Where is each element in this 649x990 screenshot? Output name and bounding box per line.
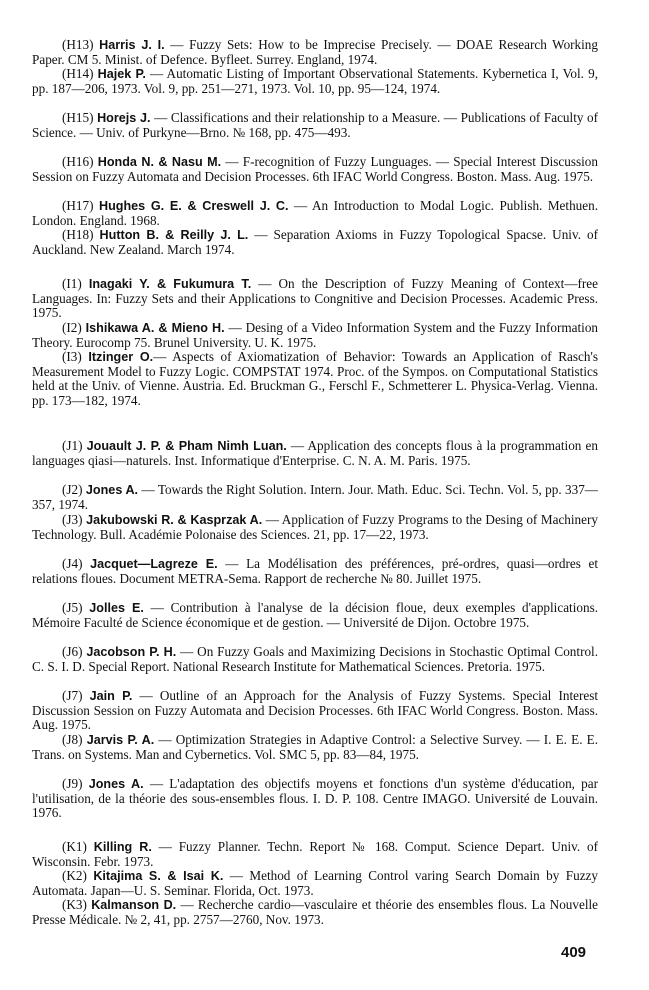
reference-key: (H17) [62,198,94,213]
reference-author: Jones A. [85,483,139,497]
reference-key: (H15) [62,110,94,125]
reference-entry [32,869,598,898]
reference-entry [32,67,598,96]
reference-entry [32,513,598,542]
reference-key: (J7) [62,688,83,703]
reference-key: (J9) [62,776,83,791]
reference-text: — Desing of a Video Information System and the Fuzzy Information Theory. Eurocomp 75. Brunel University. U. K. 1975. [32,320,599,350]
reference-text: — L'adaptation des objectifs moyens et fonctions d'un système d'éducation, par l'utilisation, de la théorie des sous-ensembles flous. I. D. P. 108. Centre IMAGO. Université de Louvain. 1976. [32,776,599,821]
reference-text: — Recherche cardio—vasculaire et théorie des ensembles flous. La Nouvelle Presse Médicale. № 2, 41, pp. 2757—2760, Nov. 1973. [32,897,599,927]
reference-text: — On Fuzzy Goals and Maximizing Decisions in Stochastic Optimal Control. C. S. I. D. Special Report. National Research Institute for Mathematical Sciences. Pretoria. 1975. [32,644,599,674]
reference-key: (K3) [62,897,87,912]
reference-entry [32,689,598,733]
reference-author: Ishikawa A. & Mieno H. [85,321,225,335]
reference-text: — F-recognition of Fuzzy Lunguages. — Special Interest Discussion Session on Fuzzy Automata and Decision Processes. 6th IFAC World Congress. Boston. Mass. Aug. 1975. [32,154,598,184]
reference-key: (H14) [62,66,94,81]
reference-entry [32,601,598,630]
reference-text: — Classifications and their relationship to a Measure. — Publications of Faculty of Science. — Univ. of Purkyne—Brno. № 168, pp. 475—493. [32,110,599,140]
reference-key: (J6) [62,644,83,659]
reference-entry [32,350,598,408]
reference-key: (J4) [62,556,83,571]
reference-key: (I2) [62,320,82,335]
reference-key: (I1) [62,276,82,291]
reference-text: — Aspects of Axiomatization of Behavior: Towards an Application of Rasch's Measurement Model to Fuzzy Logic. COMPSTAT 1974. Proc. of the Sympos. on Computational Statistics held at the Univ. of Vienne. Austria. Ed. Bruckman G., Ferschl F., Schmetterer L. Physica-Verlag. Vienna. pp. 173—182, 1974. [32,349,598,408]
reference-author: Horejs J. [97,111,151,125]
reference-author: Killing R. [93,840,152,854]
reference-author: Hughes G. E. & Creswell J. C. [99,199,289,213]
reference-entry [32,439,598,468]
reference-entry [32,777,598,821]
reference-text: — Automatic Listing of Important Observational Statements. Kybernetica I, Vol. 9, pp. 187—206, 1973. Vol. 9, pp. 251—271, 1973. Vol. 10, pp. 95—124, 1974. [32,66,598,96]
reference-key: (H13) [62,37,94,52]
reference-author: Jolles E. [89,601,144,615]
reference-entry [32,38,598,67]
reference-text: — Optimization Strategies in Adaptive Control: a Selective Survey. — I. E. E. E. Trans. on Systems. Man and Cybernetics. Vol. SMC 5, pp. 83—84, 1975. [32,732,599,762]
reference-author: Jarvis P. A. [86,733,155,747]
reference-author: Jacobson P. H. [86,645,177,659]
reference-key: (J1) [62,438,83,453]
reference-text: — On the Description of Fuzzy Meaning of Context—free Languages. In: Fuzzy Sets and their Applications to Congnitive and Decision Processes. Academic Press. 1975. [32,276,598,321]
reference-author: Jones A. [88,777,144,791]
reference-text: — La Modélisation des préférences, pré-ordres, quasi—ordres et relations floues. Document METRA-Sema. Rapport de recherche № 80. Juillet 1975. [32,556,599,586]
reference-entry [32,199,598,228]
reference-author: Hutton B. & Reilly J. L. [99,228,249,242]
reference-author: Jacquet—Lagreze E. [90,557,218,571]
reference-entry [32,557,598,586]
page-number: 409 [561,944,587,961]
reference-text: — Application of Fuzzy Programs to the Desing of Machinery Technology. Bull. Académie Polonaise des Sciences. 21, pp. 17—22, 1973. [32,512,598,542]
reference-author: Kitajima S. & Isai K. [93,869,224,883]
reference-author: Jouault J. P. & Pham Nimh Luan. [86,439,287,453]
reference-author: Jain P. [89,689,133,703]
reference-entry [32,111,598,140]
reference-text: — Fuzzy Sets: How to be Imprecise Precisely. — DOAE Research Working Paper. CM 5. Minist. of Defence. Byfleet. Surrey. England, 1974. [32,37,598,67]
reference-key: (H16) [62,154,94,169]
reference-entry [32,483,598,512]
reference-entry [32,228,598,257]
reference-entry [32,277,598,321]
reference-text: — Outline of an Approach for the Analysis of Fuzzy Systems. Special Interest Discussion Session on Fuzzy Automata and Decision Processes. 6th IFAC World Congress. Boston. Mass. Aug. 1975. [32,688,598,733]
reference-author: Hajek P. [97,67,146,81]
reference-text: — Separation Axioms in Fuzzy Topological Spacse. Univ. of Auckland. New Zealand. March 1974. [32,227,599,257]
reference-author: Inagaki Y. & Fukumura T. [88,277,252,291]
reference-text: — Fuzzy Planner. Techn. Report № 168. Comput. Science Depart. Univ. of Wisconsin. Febr. 1973. [32,839,598,869]
reference-text: — Application des concepts flous à la programmation en languages qiasi—naturels. Inst. Informatique d'Enterprise. C. N. A. M. Paris. 1975. [32,438,598,468]
reference-text: — An Introduction to Modal Logic. Publish. Methuen. London. England. 1968. [32,198,599,228]
reference-entry [32,155,598,184]
reference-author: Harris J. I. [99,38,165,52]
reference-entry [32,645,598,674]
reference-entry [32,840,598,869]
reference-author: Jakubowski R. & Kasprzak A. [86,513,263,527]
reference-text: — Towards the Right Solution. Intern. Jour. Math. Educ. Sci. Techn. Vol. 5, pp. 337—357, 1974. [32,482,598,512]
reference-entry [32,898,598,927]
reference-author: Honda N. & Nasu M. [97,155,222,169]
reference-author: Itzinger O. [88,350,154,364]
reference-key: (K2) [62,868,87,883]
reference-text: — Method of Learning Control varing Search Domain by Fuzzy Automata. Japan—U. S. Seminar. Florida, Oct. 1973. [32,868,598,898]
reference-entry [32,733,598,762]
reference-key: (J3) [62,512,83,527]
reference-key: (K1) [62,839,87,854]
reference-key: (J2) [62,482,83,497]
reference-key: (I3) [62,349,82,364]
reference-key: (J8) [62,732,83,747]
reference-key: (J5) [62,600,83,615]
reference-author: Kalmanson D. [91,898,177,912]
reference-text: — Contribution à l'analyse de la décision floue, deux exemples d'applications. Mémoire Faculté de Science économique et de gestion. — Université de Dijon. Octobre 1975. [32,600,599,630]
reference-key: (H18) [62,227,94,242]
reference-entry [32,321,598,350]
